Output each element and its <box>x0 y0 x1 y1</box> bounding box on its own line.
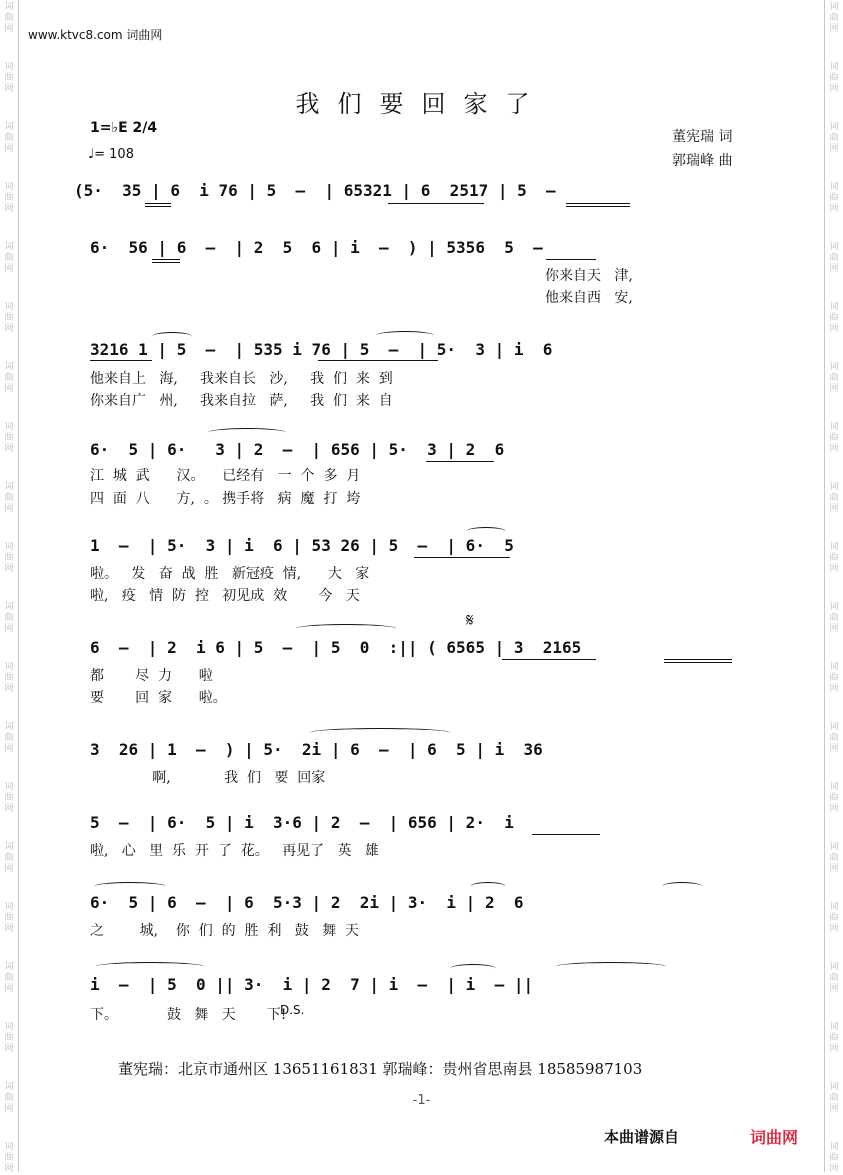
score-row-10-notes: i – | 5 0 || 3· i | 2 7 | i – | i – || <box>90 975 534 994</box>
score-row-5-lyrics-1: 啦。 发 奋 战 胜 新冠疫 情, 大 家 <box>90 566 370 582</box>
dal-segno-marking: D.S. <box>280 1003 305 1017</box>
watermark-text: 词 曲 网 <box>4 482 14 514</box>
watermark-text: 词 曲 网 <box>829 1142 839 1174</box>
score-row-1-notes: (5· 35 | 6 i 76 | 5 – | 65321 | 6 2517 | 5 – <box>74 181 556 200</box>
left-border <box>0 0 19 1172</box>
watermark-text: 词 曲 网 <box>829 2 839 34</box>
slur <box>556 962 666 971</box>
score-row-9-lyrics-1: 之 城, 你 们 的 胜 利 鼓 舞 天 <box>90 923 360 939</box>
watermark-text: 词 曲 网 <box>829 422 839 454</box>
watermark-text: 词 曲 网 <box>4 842 14 874</box>
beam <box>90 360 152 361</box>
watermark-text: 词 曲 网 <box>4 62 14 94</box>
score-row-8-lyrics-1: 啦, 心 里 乐 开 了 花。 再见了 英 雄 <box>90 843 379 859</box>
watermark-text: 词 曲 网 <box>4 1022 14 1054</box>
beam <box>145 203 171 204</box>
tempo-marking: ♩= 108 <box>88 147 134 162</box>
beam <box>318 360 438 361</box>
slur <box>470 882 506 891</box>
watermark-text: 词 曲 网 <box>4 302 14 334</box>
watermark-text: 词 曲 网 <box>829 782 839 814</box>
score-row-6-notes: 6 – | 2 i 6 | 5 – | 5 0 :|| ( 6565 | 3 2165 <box>90 638 582 657</box>
beam <box>152 262 180 263</box>
watermark-text: 词 曲 网 <box>4 962 14 994</box>
watermark-text: 词 曲 网 <box>4 902 14 934</box>
score-row-6-lyrics-2: 要 回 家 啦。 <box>90 690 227 706</box>
segno-sign: 𝄋 <box>466 610 474 631</box>
slur <box>310 728 450 737</box>
watermark-text: 词 曲 网 <box>4 2 14 34</box>
watermark-text: 词 曲 网 <box>4 722 14 754</box>
watermark-text: 词 曲 网 <box>829 62 839 94</box>
watermark-text: 词 曲 网 <box>4 1082 14 1114</box>
score-row-5-lyrics-2: 啦, 疫 情 防 控 初见成 效 今 天 <box>90 588 360 604</box>
right-border <box>824 0 843 1172</box>
slur <box>466 527 506 536</box>
watermark-text: 词 曲 网 <box>829 482 839 514</box>
watermark-text: 词 曲 网 <box>829 302 839 334</box>
song-title: 我们要回家了 <box>295 90 548 118</box>
watermark-text: 词 曲 网 <box>4 602 14 634</box>
beam <box>566 206 630 207</box>
score-row-9-notes: 6· 5 | 6 – | 6 5·3 | 2 2i | 3· i | 2 6 <box>90 893 524 912</box>
watermark-text: 词 曲 网 <box>829 1082 839 1114</box>
score-row-2-lyrics-2: 他来自西 安, <box>545 290 633 306</box>
source-label: 本曲谱源自 <box>604 1128 680 1146</box>
page-number: -1- <box>412 1093 431 1108</box>
watermark-text: 词 曲 网 <box>4 362 14 394</box>
contact-info: 董宪瑞：北京市通州区 13651161831 郭瑞峰：贵州省思南县 18585987103 <box>118 1060 643 1078</box>
beam <box>145 206 171 207</box>
beam <box>532 834 600 835</box>
watermark-text: 词 曲 网 <box>829 122 839 154</box>
beam <box>502 659 596 660</box>
key-signature: 1=♭E 2/4 <box>90 120 158 136</box>
beam <box>426 461 494 462</box>
watermark-text: 词 曲 网 <box>829 182 839 214</box>
score-row-8-notes: 5 – | 6· 5 | i 3·6 | 2 – | 656 | 2· i <box>90 813 514 832</box>
watermark-text: 词 曲 网 <box>4 542 14 574</box>
slur <box>376 331 434 340</box>
beam <box>388 203 484 204</box>
lyricist-credit: 董宪瑞 词 <box>672 129 733 145</box>
watermark-text: 词 曲 网 <box>829 902 839 934</box>
watermark-text: 词 曲 网 <box>4 242 14 274</box>
score-row-3-notes: 3216 1 | 5 – | 535 i 76 | 5 – | 5· 3 | i 6 <box>90 340 553 359</box>
score-row-2-lyrics-1: 你来自天 津, <box>545 268 633 284</box>
beam <box>664 659 732 660</box>
score-row-5-notes: 1 – | 5· 3 | i 6 | 53 26 | 5 – | 6· 5 <box>90 536 514 555</box>
score-row-2-notes: 6· 56 | 6 – | 2 5 6 | i – ) | 5356 5 – <box>90 238 543 257</box>
watermark-text: 词 曲 网 <box>829 362 839 394</box>
score-row-3-lyrics-1: 他来自上 海, 我来自长 沙, 我 们 来 到 <box>90 371 393 387</box>
beam <box>566 203 630 204</box>
slur <box>152 332 192 341</box>
beam <box>152 259 180 260</box>
score-row-10-lyrics-1: 下。 鼓 舞 天 下! <box>90 1007 287 1023</box>
watermark-text: 词 曲 网 <box>4 1142 14 1174</box>
slur <box>662 882 702 891</box>
score-row-7-notes: 3 26 | 1 – ) | 5· 2i | 6 – | 6 5 | i 36 <box>90 740 543 759</box>
watermark-text: 词 曲 网 <box>829 242 839 274</box>
score-row-6-lyrics-1: 都 尽 力 啦 <box>90 668 213 684</box>
watermark-text: 词 曲 网 <box>829 662 839 694</box>
watermark-text: 词 曲 网 <box>829 722 839 754</box>
score-row-4-lyrics-2: 四 面 八 方, 。 携手将 病 魔 打 垮 <box>90 491 361 507</box>
watermark-text: 词 曲 网 <box>4 782 14 814</box>
slur <box>96 962 204 971</box>
watermark-text: 词 曲 网 <box>4 662 14 694</box>
watermark-text: 词 曲 网 <box>4 122 14 154</box>
watermark-text: 词 曲 网 <box>829 842 839 874</box>
watermark-text: 词 曲 网 <box>829 602 839 634</box>
score-row-7-lyrics-1: 啊, 我 们 要 回家 <box>90 770 326 786</box>
watermark-text: 词 曲 网 <box>4 422 14 454</box>
slur <box>450 964 496 973</box>
beam <box>664 662 732 663</box>
slur <box>94 882 166 891</box>
site-url[interactable]: www.ktvc8.com 词曲网 <box>28 28 163 42</box>
beam <box>546 259 596 260</box>
composer-credit: 郭瑞峰 曲 <box>672 153 733 169</box>
watermark-text: 词 曲 网 <box>4 182 14 214</box>
score-row-3-lyrics-2: 你来自广 州, 我来自拉 萨, 我 们 来 自 <box>90 393 393 409</box>
beam <box>414 557 510 558</box>
watermark-text: 词 曲 网 <box>829 542 839 574</box>
slur <box>296 624 396 633</box>
watermark-text: 词 曲 网 <box>829 1022 839 1054</box>
brand-logo[interactable]: 词曲网 <box>750 1128 799 1147</box>
score-row-4-lyrics-1: 江 城 武 汉。 已经有 一 个 多 月 <box>90 468 361 484</box>
slur <box>208 428 286 437</box>
score-row-4-notes: 6· 5 | 6· 3 | 2 – | 656 | 5· 3 | 2 6 <box>90 440 505 459</box>
watermark-text: 词 曲 网 <box>829 962 839 994</box>
